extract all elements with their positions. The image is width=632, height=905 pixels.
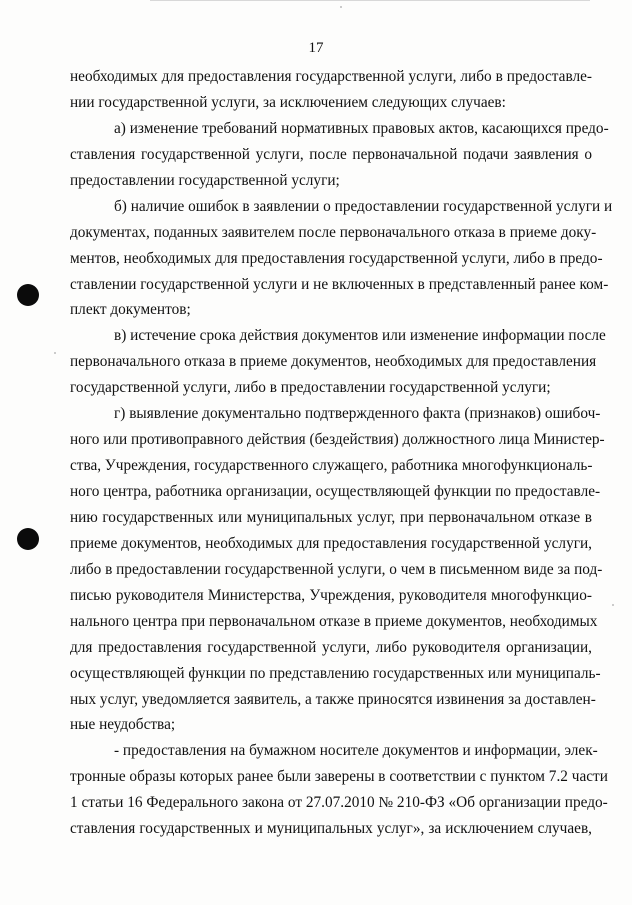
text-line: а) изменение требований нормативных правовых актов, касающихся предо-	[114, 119, 609, 137]
text-line: необходимых для предоставления государственной услуги, либо в предоставле-	[70, 68, 592, 85]
punch-hole-mark	[17, 528, 39, 550]
text-line: нии государственной услуги, за исключением следующих случаев:	[70, 93, 506, 111]
scan-speck	[612, 604, 614, 606]
text-line: - предоставления на бумажном носителе документов и информации, элек-	[114, 742, 598, 760]
text-line: приеме документов, необходимых для предоставления государственной услуги,	[70, 534, 592, 552]
text-line: плект документов;	[70, 301, 191, 319]
text-line: в) истечение срока действия документов или изменение информации после	[114, 327, 606, 345]
text-line: государственной услуги, либо в предоставлении государственной услуги;	[70, 379, 551, 397]
text-line: ных услуг, уведомляется заявитель, а также приносятся извинения за доставлен-	[70, 690, 596, 708]
text-line: ные неудобства;	[70, 716, 176, 734]
text-line: б) наличие ошибок в заявлении о предоставлении государственной услуги и	[114, 197, 613, 215]
scan-speck	[340, 6, 342, 8]
text-line: ставления государственных и муниципальных услуг», за исключением случаев,	[70, 820, 592, 838]
text-line: нию государственных или муниципальных услуг, при первоначальном отказе в	[70, 508, 592, 526]
text-line: 1 статьи 16 Федерального закона от 27.07.2010 № 210-ФЗ «Об организации предо-	[70, 794, 608, 812]
text-line: писью руководителя Министерства, Учреждения, руководителя многофункцио-	[70, 586, 592, 604]
text-line: ставлении государственной услуги и не включенных в представленный ранее ком-	[70, 275, 609, 293]
document-body	[70, 64, 613, 842]
text-line: ного или противоправного действия (бездействия) должностного лица Министер-	[70, 431, 605, 449]
text-line: документах, поданных заявителем после первоначального отказа в приеме доку-	[70, 223, 597, 241]
page-number: 17	[308, 40, 324, 56]
text-line: тронные образы которых ранее были заверены в соответствии с пунктом 7.2 части	[70, 768, 608, 786]
text-line: первоначального отказа в приеме документов, необходимых для предоставления	[70, 353, 597, 371]
text-line: нального центра при первоначальном отказе в приеме документов, необходимых	[70, 612, 598, 630]
text-line: осуществляющей функции по представлению государственных или муниципаль-	[70, 664, 601, 682]
text-line: предоставлении государственной услуги;	[70, 171, 340, 189]
text-line: для предоставления государственной услуги, либо руководителя организации,	[70, 638, 592, 656]
scan-speck	[54, 352, 56, 354]
scan-edge-line	[150, 0, 590, 1]
text-line: ного центра, работника организации, осуществляющей функции по предоставле-	[70, 483, 601, 500]
text-line: либо в предоставлении государственной услуги, о чем в письменном виде за под-	[70, 560, 603, 578]
text-line: г) выявление документально подтвержденного факта (признаков) ошибоч-	[114, 405, 601, 423]
text-line: ства, Учреждения, государственного служащего, работника многофункциональ-	[70, 457, 593, 475]
text-line: ментов, необходимых для предоставления государственной услуги, либо в предо-	[70, 249, 603, 267]
punch-hole-mark	[17, 284, 39, 306]
text-line: ставления государственной услуги, после первоначальной подачи заявления о	[70, 145, 592, 163]
